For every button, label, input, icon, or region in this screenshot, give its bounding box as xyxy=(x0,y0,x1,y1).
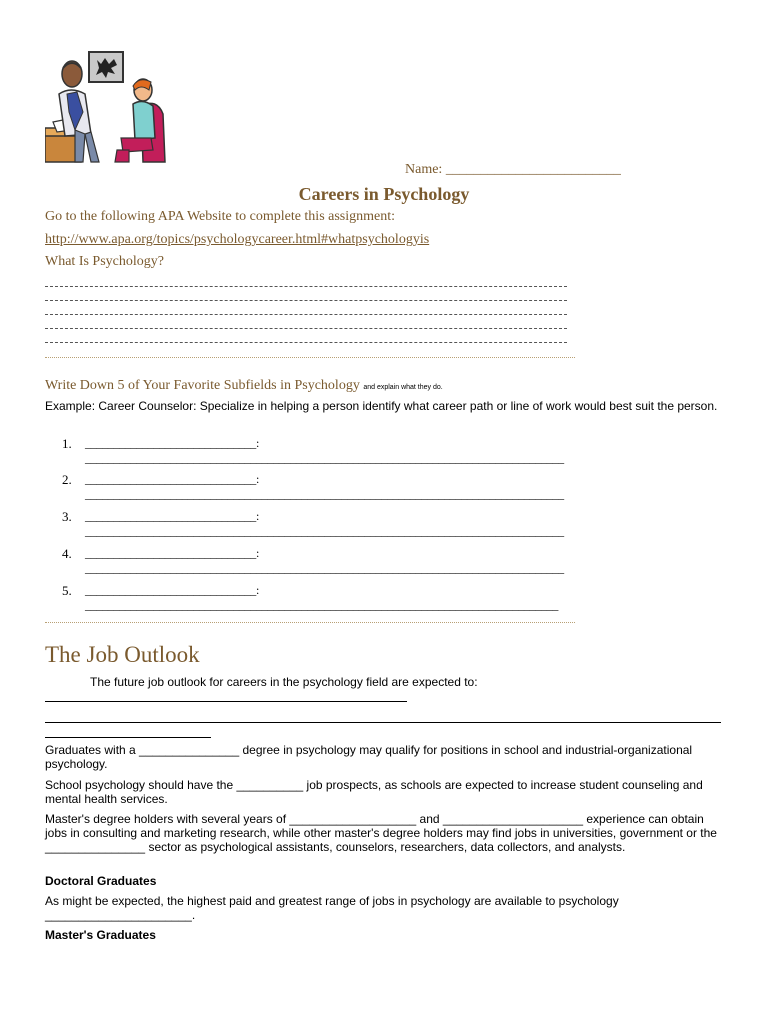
answer-line[interactable] xyxy=(45,328,567,329)
section-divider xyxy=(45,357,575,358)
example-text: Example: Career Counselor: Specialize in helping a person identify what career path or line of work would best suit the person. xyxy=(45,399,718,413)
subfields-title-note: and explain what they do. xyxy=(363,384,443,391)
subfield-name-blank[interactable]: ______________________________: xyxy=(85,546,260,560)
subfield-name-blank[interactable]: ______________________________: xyxy=(85,436,260,450)
name-blank[interactable]: _________________________ xyxy=(445,162,621,177)
subfield-desc-blank[interactable]: ____________________________________________________________________________________ xyxy=(85,524,564,538)
masters-holders-paragraph: Master's degree holders with several years of ___________________ and _____________________ experience can obtain jobs in consulting and marketing research, while other master's degree holders may find jobs in universities, government or the _______________ sector as psychological assistants, counselors, researchers, data collectors, and analysts. xyxy=(45,812,717,854)
name-field[interactable] xyxy=(405,162,621,178)
subfield-desc-blank[interactable]: ____________________________________________________________________________________ xyxy=(85,487,564,501)
graduates-paragraph: Graduates with a _______________ degree in psychology may qualify for positions in school and industrial-organizational psychology. xyxy=(45,743,693,771)
list-number: 1. xyxy=(62,436,72,451)
name-label: Name: xyxy=(405,162,443,177)
subfield-desc-blank[interactable]: ___________________________________________________________________________________ xyxy=(85,598,559,612)
subfield-name-blank[interactable]: ______________________________: xyxy=(85,509,260,523)
list-number: 4. xyxy=(62,546,72,561)
apa-link[interactable]: http://www.apa.org/topics/psychologycareer.html#whatpsychologyis xyxy=(45,232,430,247)
list-number: 3. xyxy=(62,509,72,524)
subfields-heading xyxy=(45,378,443,394)
doctoral-blank[interactable]: ______________________. xyxy=(45,908,196,922)
doctoral-heading: Doctoral Graduates xyxy=(45,874,157,888)
answer-line[interactable] xyxy=(45,701,407,702)
masters-heading: Master's Graduates xyxy=(45,928,156,942)
list-number: 2. xyxy=(62,472,72,487)
answer-line[interactable] xyxy=(45,342,567,343)
subfield-name-blank[interactable]: ______________________________: xyxy=(85,583,260,597)
subfield-desc-blank[interactable]: ____________________________________________________________________________________ xyxy=(85,451,564,465)
answer-line[interactable] xyxy=(45,737,211,738)
doctoral-paragraph xyxy=(45,894,725,922)
page-title: Careers in Psychology xyxy=(298,184,470,204)
section-divider xyxy=(45,622,575,623)
intro-text: Go to the following APA Website to complete this assignment: xyxy=(45,209,396,224)
what-is-psychology-label: What Is Psychology? xyxy=(45,254,164,269)
psychologist-clipart xyxy=(45,50,167,163)
doctoral-text: As might be expected, the highest paid and greatest range of jobs in psychology are available to psychology xyxy=(45,894,619,908)
school-psychology-paragraph: School psychology should have the __________ job prospects, as schools are expected to increase student counseling and mental health services. xyxy=(45,778,703,806)
answer-line[interactable] xyxy=(45,722,721,723)
list-number: 5. xyxy=(62,583,72,598)
subfield-name-blank[interactable]: ______________________________: xyxy=(85,472,260,486)
job-outlook-heading: The Job Outlook xyxy=(45,642,200,667)
answer-line[interactable] xyxy=(45,286,567,287)
future-outlook-text: The future job outlook for careers in the psychology field are expected to: xyxy=(90,675,478,689)
subfield-desc-blank[interactable]: ____________________________________________________________________________________ xyxy=(85,561,564,575)
answer-line[interactable] xyxy=(45,314,567,315)
answer-line[interactable] xyxy=(45,300,567,301)
subfields-title-text: Write Down 5 of Your Favorite Subfields in Psychology xyxy=(45,378,360,393)
